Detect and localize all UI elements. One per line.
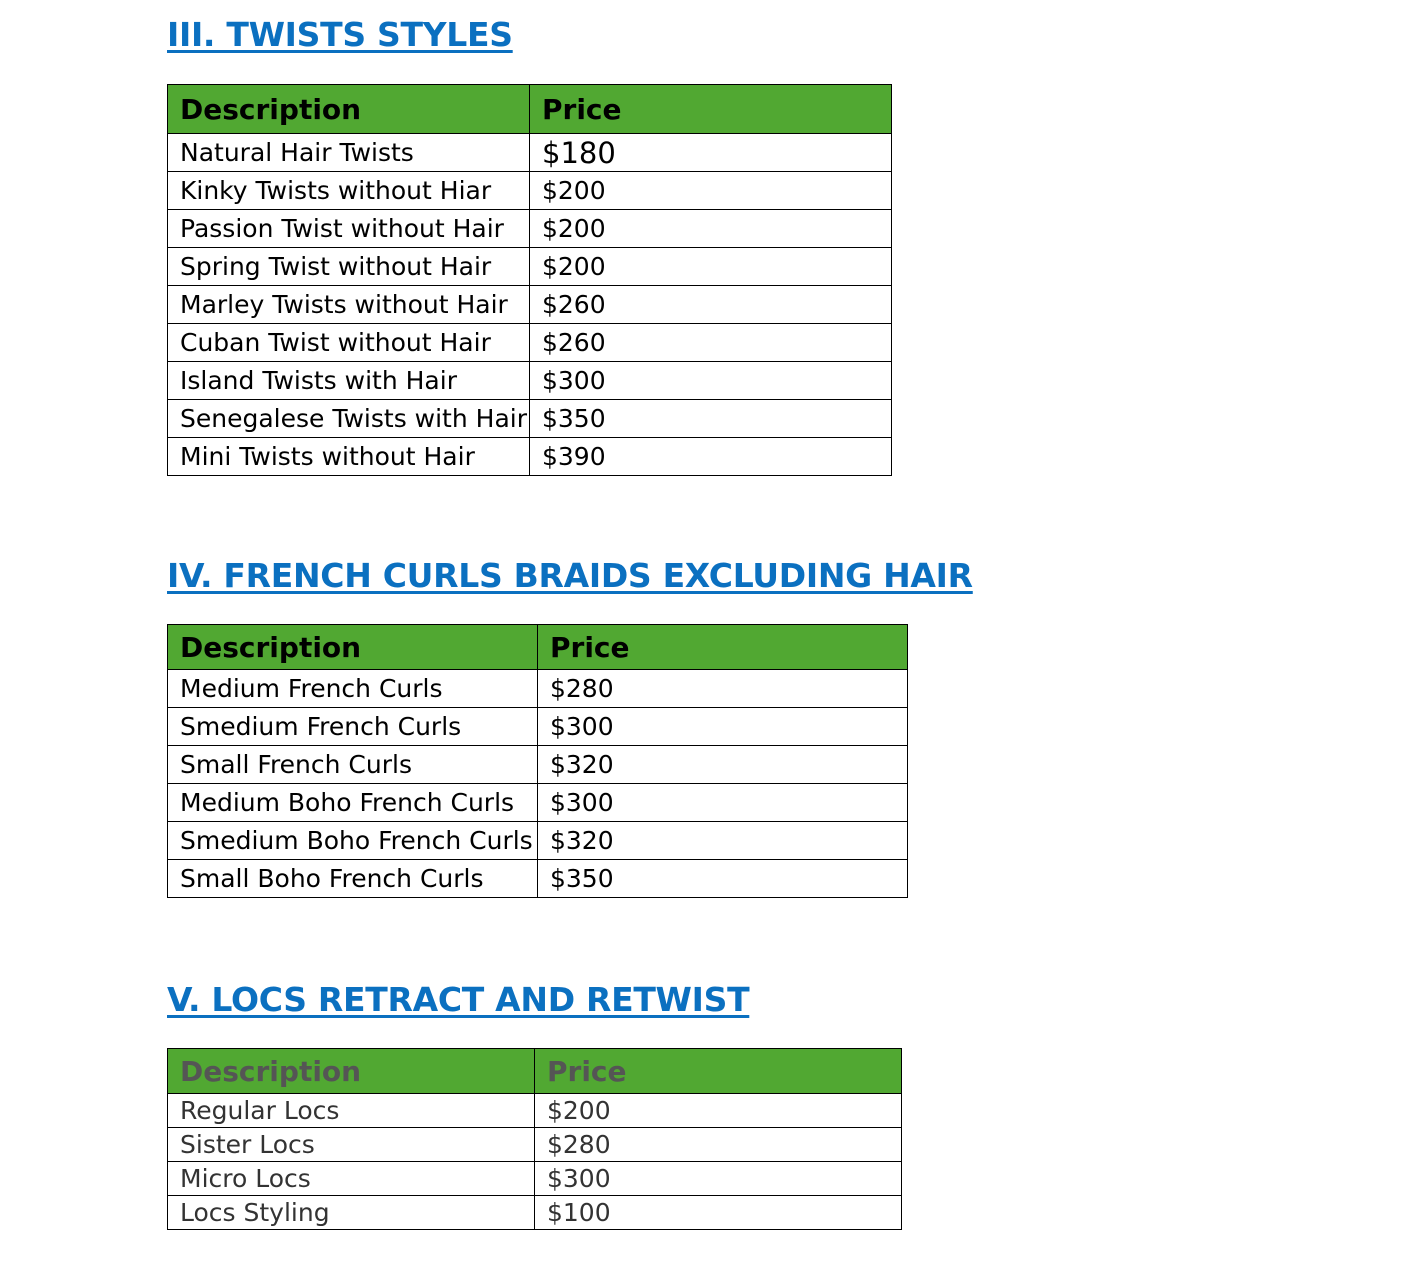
french-curls-price-table: [167, 624, 908, 898]
row-description: Smedium Boho French Curls: [168, 822, 538, 860]
table-row: [168, 286, 892, 324]
table-row: [168, 1196, 902, 1230]
table-row: [168, 1162, 902, 1196]
row-price: $320: [538, 746, 908, 784]
row-description: Sister Locs: [168, 1128, 535, 1162]
table-row: [168, 822, 908, 860]
column-header-price: Price: [535, 1049, 902, 1094]
row-description: Smedium French Curls: [168, 708, 538, 746]
table-row: [168, 438, 892, 476]
row-description: Mini Twists without Hair: [168, 438, 530, 476]
table-header-row: [168, 85, 892, 134]
row-price: $320: [538, 822, 908, 860]
table-header-row: [168, 625, 908, 670]
section-title-twists: III. TWISTS STYLES: [167, 15, 513, 54]
row-description: Natural Hair Twists: [168, 134, 530, 172]
column-header-description: Description: [168, 85, 530, 134]
row-description: Micro Locs: [168, 1162, 535, 1196]
row-description: Marley Twists without Hair: [168, 286, 530, 324]
row-description: Passion Twist without Hair: [168, 210, 530, 248]
row-description: Island Twists with Hair: [168, 362, 530, 400]
row-price: $280: [538, 670, 908, 708]
row-price: $180: [530, 134, 892, 172]
table-row: [168, 860, 908, 898]
row-price: $260: [530, 324, 892, 362]
locs-price-table: [167, 1048, 902, 1230]
row-description: Senegalese Twists with Hair: [168, 400, 530, 438]
column-header-price: Price: [530, 85, 892, 134]
table-row: [168, 210, 892, 248]
row-price: $200: [530, 172, 892, 210]
row-description: Medium French Curls: [168, 670, 538, 708]
column-header-description: Description: [168, 625, 538, 670]
table-row: [168, 1128, 902, 1162]
table-row: [168, 172, 892, 210]
row-price: $350: [538, 860, 908, 898]
table-row: [168, 248, 892, 286]
row-price: $300: [538, 708, 908, 746]
table-row: [168, 1094, 902, 1128]
row-price: $350: [530, 400, 892, 438]
row-price: $300: [535, 1162, 902, 1196]
column-header-description: Description: [168, 1049, 535, 1094]
row-description: Spring Twist without Hair: [168, 248, 530, 286]
section-title-locs: V. LOCS RETRACT AND RETWIST: [167, 980, 750, 1019]
row-price: $200: [535, 1094, 902, 1128]
row-description: Regular Locs: [168, 1094, 535, 1128]
row-price: $300: [538, 784, 908, 822]
row-description: Small French Curls: [168, 746, 538, 784]
table-row: [168, 362, 892, 400]
row-description: Kinky Twists without Hiar: [168, 172, 530, 210]
column-header-price: Price: [538, 625, 908, 670]
table-row: [168, 134, 892, 172]
table-row: [168, 670, 908, 708]
row-price: $260: [530, 286, 892, 324]
row-price: $390: [530, 438, 892, 476]
row-description: Locs Styling: [168, 1196, 535, 1230]
table-row: [168, 746, 908, 784]
section-title-french-curls: IV. FRENCH CURLS BRAIDS EXCLUDING HAIR: [167, 556, 973, 595]
table-row: [168, 784, 908, 822]
table-row: [168, 324, 892, 362]
row-price: $200: [530, 248, 892, 286]
row-price: $100: [535, 1196, 902, 1230]
twists-price-table: [167, 84, 892, 476]
table-header-row: [168, 1049, 902, 1094]
row-description: Small Boho French Curls: [168, 860, 538, 898]
table-row: [168, 400, 892, 438]
row-price: $200: [530, 210, 892, 248]
row-price: $280: [535, 1128, 902, 1162]
row-price: $300: [530, 362, 892, 400]
table-row: [168, 708, 908, 746]
row-description: Cuban Twist without Hair: [168, 324, 530, 362]
row-description: Medium Boho French Curls: [168, 784, 538, 822]
